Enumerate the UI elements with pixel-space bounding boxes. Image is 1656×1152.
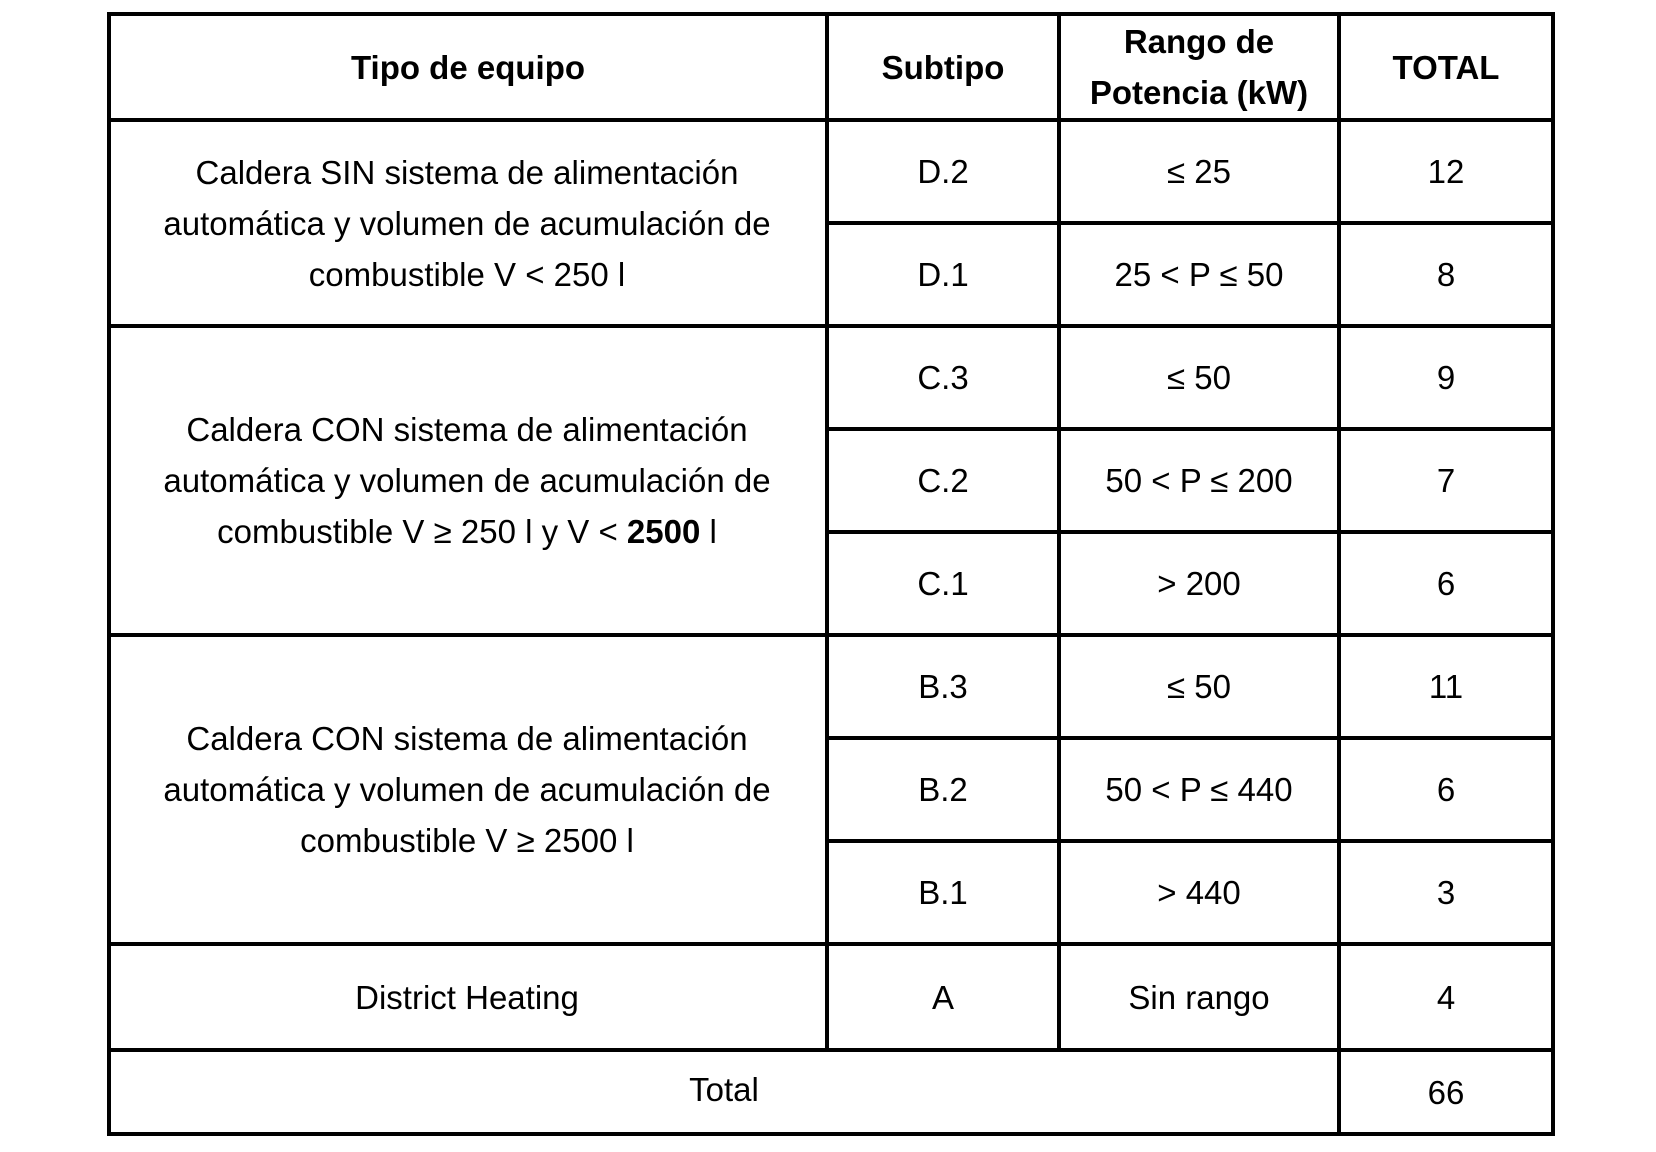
- subtipo-cell: C.3: [827, 326, 1059, 429]
- header-rango: [1059, 14, 1339, 120]
- total-cell: 4: [1339, 944, 1553, 1050]
- rango-cell: 50 < P ≤ 440: [1059, 738, 1339, 841]
- header-row: [109, 14, 1553, 120]
- tipo-bold-text: 2500: [626, 513, 701, 551]
- equipment-table: [107, 12, 1555, 1136]
- total-cell: 12: [1339, 120, 1553, 223]
- tipo-cell: [109, 326, 827, 635]
- header-rango-line1: Rango de: [1123, 23, 1275, 60]
- total-cell: 6: [1339, 738, 1553, 841]
- subtipo-cell: D.1: [827, 223, 1059, 326]
- rango-cell: ≤ 50: [1059, 326, 1339, 429]
- total-cell: 6: [1339, 532, 1553, 635]
- subtipo-cell: B.3: [827, 635, 1059, 738]
- subtipo-cell: A: [827, 944, 1059, 1050]
- rango-cell: ≤ 25: [1059, 120, 1339, 223]
- total-cell: 11: [1339, 635, 1553, 738]
- tipo-cell: Caldera CON sistema de alimentación automática y volumen de acumulación de combustible V ≥ 2500 l: [109, 635, 827, 944]
- summary-value: 66: [1339, 1050, 1553, 1134]
- rango-cell: > 440: [1059, 841, 1339, 944]
- total-cell: 9: [1339, 326, 1553, 429]
- rango-cell: 50 < P ≤ 200: [1059, 429, 1339, 532]
- rango-cell: Sin rango: [1059, 944, 1339, 1050]
- subtipo-cell: B.1: [827, 841, 1059, 944]
- rango-cell: ≤ 50: [1059, 635, 1339, 738]
- tipo-text: Caldera CON sistema de alimentación automática y volumen de acumulación de combustible V ≥ 250 l y V <: [163, 411, 771, 551]
- table-row: [109, 120, 1553, 223]
- table-row: [109, 326, 1553, 429]
- header-total: TOTAL: [1339, 14, 1553, 120]
- tipo-cell: Caldera SIN sistema de alimentación automática y volumen de acumulación de combustible V < 250 l: [109, 120, 827, 326]
- total-cell: 7: [1339, 429, 1553, 532]
- rango-cell: > 200: [1059, 532, 1339, 635]
- total-cell: 8: [1339, 223, 1553, 326]
- table-row: [109, 635, 1553, 738]
- summary-row: [109, 1050, 1553, 1134]
- table-row: [109, 944, 1553, 1050]
- subtipo-cell: D.2: [827, 120, 1059, 223]
- tipo-cell: District Heating: [109, 944, 827, 1050]
- subtipo-cell: C.2: [827, 429, 1059, 532]
- header-rango-line2: Potencia (kW): [1089, 74, 1309, 112]
- header-tipo: Tipo de equipo: [109, 14, 827, 120]
- subtipo-cell: B.2: [827, 738, 1059, 841]
- rango-cell: 25 < P ≤ 50: [1059, 223, 1339, 326]
- tipo-text-end: l: [700, 513, 717, 551]
- summary-label: Total: [109, 1050, 1339, 1134]
- subtipo-cell: C.1: [827, 532, 1059, 635]
- total-cell: 3: [1339, 841, 1553, 944]
- header-subtipo: Subtipo: [827, 14, 1059, 120]
